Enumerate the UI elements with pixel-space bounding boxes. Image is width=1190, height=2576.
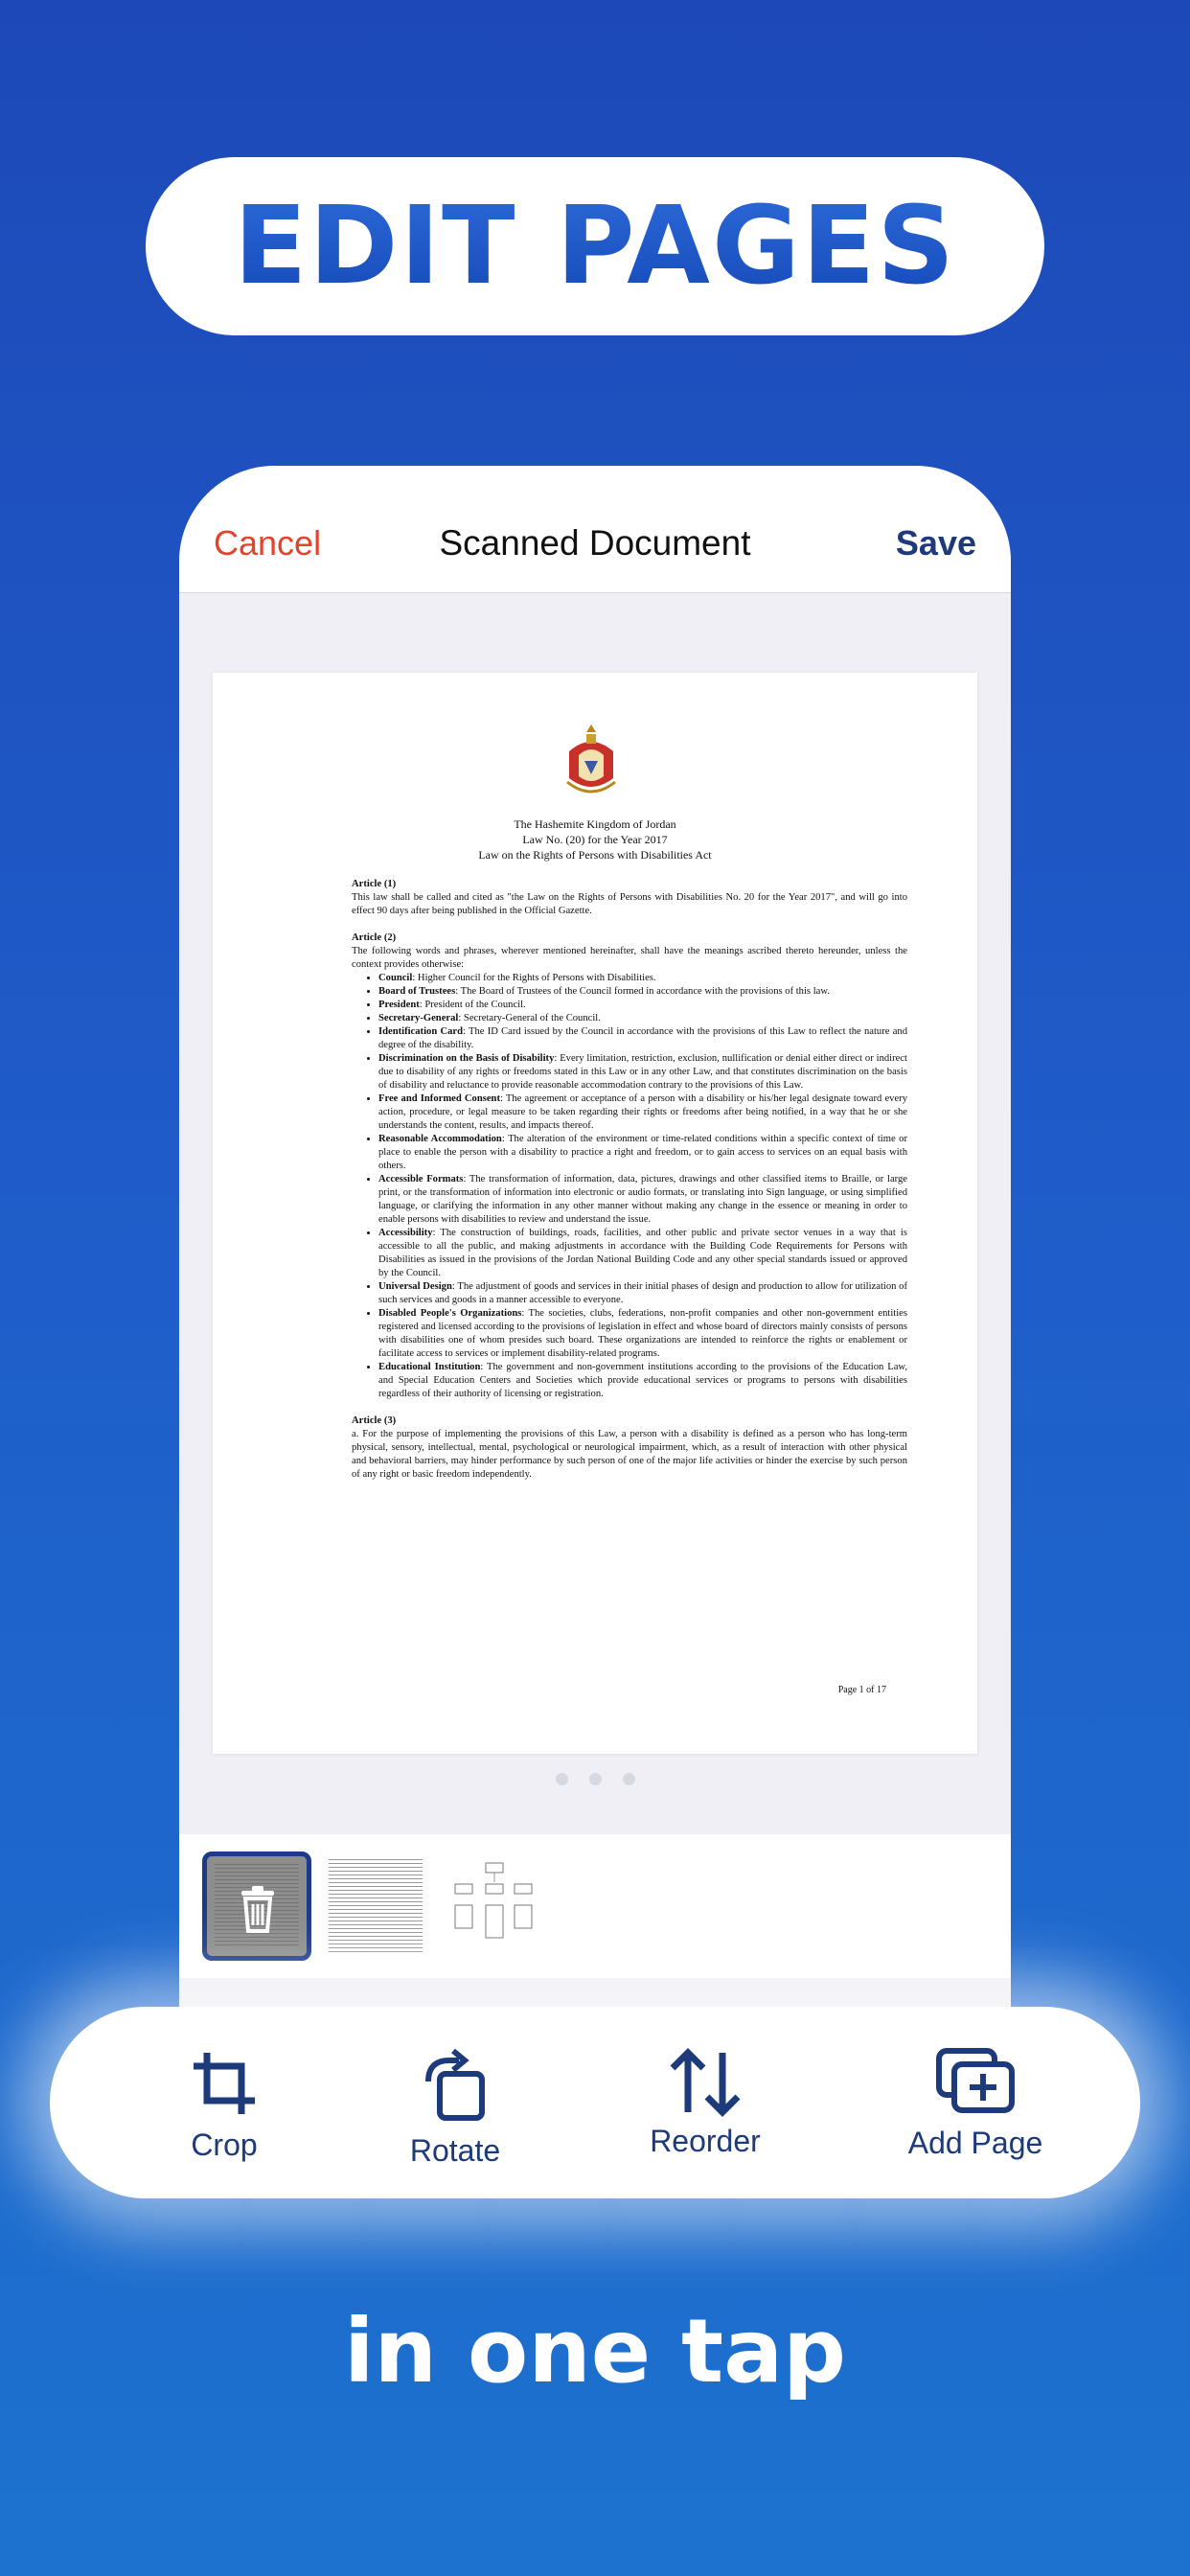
list-item: • Identification Card: The ID Card issued by the Council in accordance with the provisions of this Law to reflect the nature and degree of the disability. (378, 1025, 907, 1052)
add-page-label: Add Page (907, 2126, 1043, 2160)
header-line: Law No. (20) for the Year 2017 (522, 833, 668, 846)
list-item: • Secretary-General: Secretary-General of the Council. (378, 1012, 907, 1025)
page-dot[interactable] (556, 1773, 568, 1785)
article-text: a. For the purpose of implementing the provisions of this Law, a person with a disability is defined as a person who has long-term physical, sensory, intellectual, mental, psychological or neurological impairment, which, as a result of interaction with other physical and behavioral barriers, may hinder performance by such person of one of the major life activities or hinder the exercise by such person of any right or basic freedom independently. (352, 1429, 907, 1480)
header-line: Law on the Rights of Persons with Disabilities Act (478, 848, 712, 862)
tagline: in one tap (343, 2300, 847, 2403)
page-dot[interactable] (623, 1773, 635, 1785)
document-page-preview[interactable] (213, 673, 977, 1754)
add-page-button[interactable] (870, 2007, 1081, 2198)
list-item: • Educational Institution: The government and non-government institutions according to the provisions of the Education Law, and Special Education Centers and Societies which provide educational services or programs to persons with disabilities regardless of their authority of licensing or registration. (378, 1361, 907, 1401)
list-item: • President: President of the Council. (378, 999, 907, 1012)
list-item: • Accessible Formats: The transformation of information, data, pictures, drawings and other classified items to Braille, or large print, or the transformation of information into electronic or audio formats, or translating into Sign language, or using simplified language, or clarifying the information in any other manner without making any change in the essence or meaning in order to enable persons with disabilities to review and understand the issue. (378, 1173, 907, 1227)
thumbnail-strip (179, 1834, 1011, 1978)
phone-screen (179, 466, 1011, 2095)
list-item: • Board of Trustees: The Board of Trustees of the Council formed in accordance with the provisions of this law. (378, 985, 907, 999)
diagram-thumbnail (447, 1859, 541, 1953)
page-dot[interactable] (589, 1773, 602, 1785)
page-indicator (179, 1773, 1011, 1785)
rotate-icon (419, 2047, 492, 2124)
rotate-button[interactable] (350, 2007, 561, 2198)
headline-banner (146, 157, 1044, 335)
page-number: Page 1 of 17 (837, 1685, 886, 1695)
list-item: • Disabled People's Organizations: The societies, clubs, federations, non-profit companies and other non-government entities registered and licensed according to the provisions of legislation in effect and whose board of directors mainly consists of persons with disabilities one of whom presides such board. These organizations are intended to reinforce the rights or enablement or facilitate access to services or implement disability-related programs. (378, 1307, 907, 1361)
list-item: • Universal Design: The adjustment of goods and services in their initial phases of design and production to allow for utilization of such services and goods in a manner accessible to everyone. (378, 1280, 907, 1307)
list-item: • Discrimination on the Basis of Disability: Every limitation, restriction, exclusion, nullification or denial either direct or indirect due to disability of any rights or freedoms stated in this Law or in any other Law, and that constitutes discrimination on the basis of disability and reluctance to provide reasonable accommodation contrary to the provisions of this Law. (378, 1052, 907, 1092)
nav-bar (179, 466, 1011, 593)
article-text: This law shall be called and cited as "the Law on the Rights of Persons with Disabilities No. 20 for the Year 2017", and will go into effect 90 days after being published in the Official Gazette. (352, 892, 907, 916)
article-title: Article (2) (352, 932, 397, 943)
article-intro: The following words and phrases, wherever mentioned hereinafter, shall have the meanings ascribed thereto hereunder, unless the context provides otherwise: (352, 946, 907, 970)
thumbnail-page-2[interactable] (321, 1852, 430, 1961)
reorder-button[interactable] (600, 2007, 811, 2198)
list-item: • Reasonable Accommodation: The alteration of the environment or time-related conditions within a specific context of time or place to enable the person with a disability to practice a right and freedom, or to gain access to services on an equal basis with others. (378, 1133, 907, 1173)
header-line: The Hashemite Kingdom of Jordan (514, 817, 676, 831)
crop-label: Crop (191, 2128, 258, 2162)
list-item: • Free and Informed Consent: The agreement or acceptance of a person with a disability or his/her legal designate toward every action, procedure, or legal measure to be taken regarding their rights or freedoms after being notified, in a way that he or she understands the content, results, and impacts thereof. (378, 1092, 907, 1133)
list-item: • Accessibility: The construction of buildings, roads, facilities, and other public and private sector venues in a way that is accessible to all the public, and making adjustments in accordance with the Building Code Requirements for Persons with Disabilities as issued in the provisions of the Jordan National Building Code and any other special standards issued or approved by the Council. (378, 1227, 907, 1280)
edit-toolbar (50, 2007, 1140, 2198)
reorder-label: Reorder (650, 2124, 761, 2158)
list-item: • Council: Higher Council for the Rights of Persons with Disabilities. (378, 972, 907, 985)
page-title: Scanned Document (439, 523, 751, 563)
crest-icon (561, 723, 621, 799)
cancel-button[interactable]: Cancel (214, 523, 322, 563)
crop-button[interactable] (119, 2007, 330, 2198)
article-title: Article (3) (352, 1415, 397, 1426)
save-button[interactable]: Save (895, 523, 976, 563)
thumbnail-page-3[interactable] (440, 1852, 549, 1961)
crop-icon (188, 2047, 261, 2120)
headline-text: EDIT PAGES (233, 184, 957, 309)
add-page-icon (935, 2047, 1016, 2114)
article-title: Article (1) (352, 879, 397, 889)
document-header (213, 816, 977, 862)
reorder-icon (667, 2047, 744, 2118)
rotate-label: Rotate (409, 2133, 501, 2168)
document-body (352, 878, 907, 1495)
thumbnail-page-1-selected[interactable] (202, 1852, 311, 1961)
definitions-list (352, 972, 907, 1401)
trash-icon[interactable] (238, 1885, 278, 1933)
